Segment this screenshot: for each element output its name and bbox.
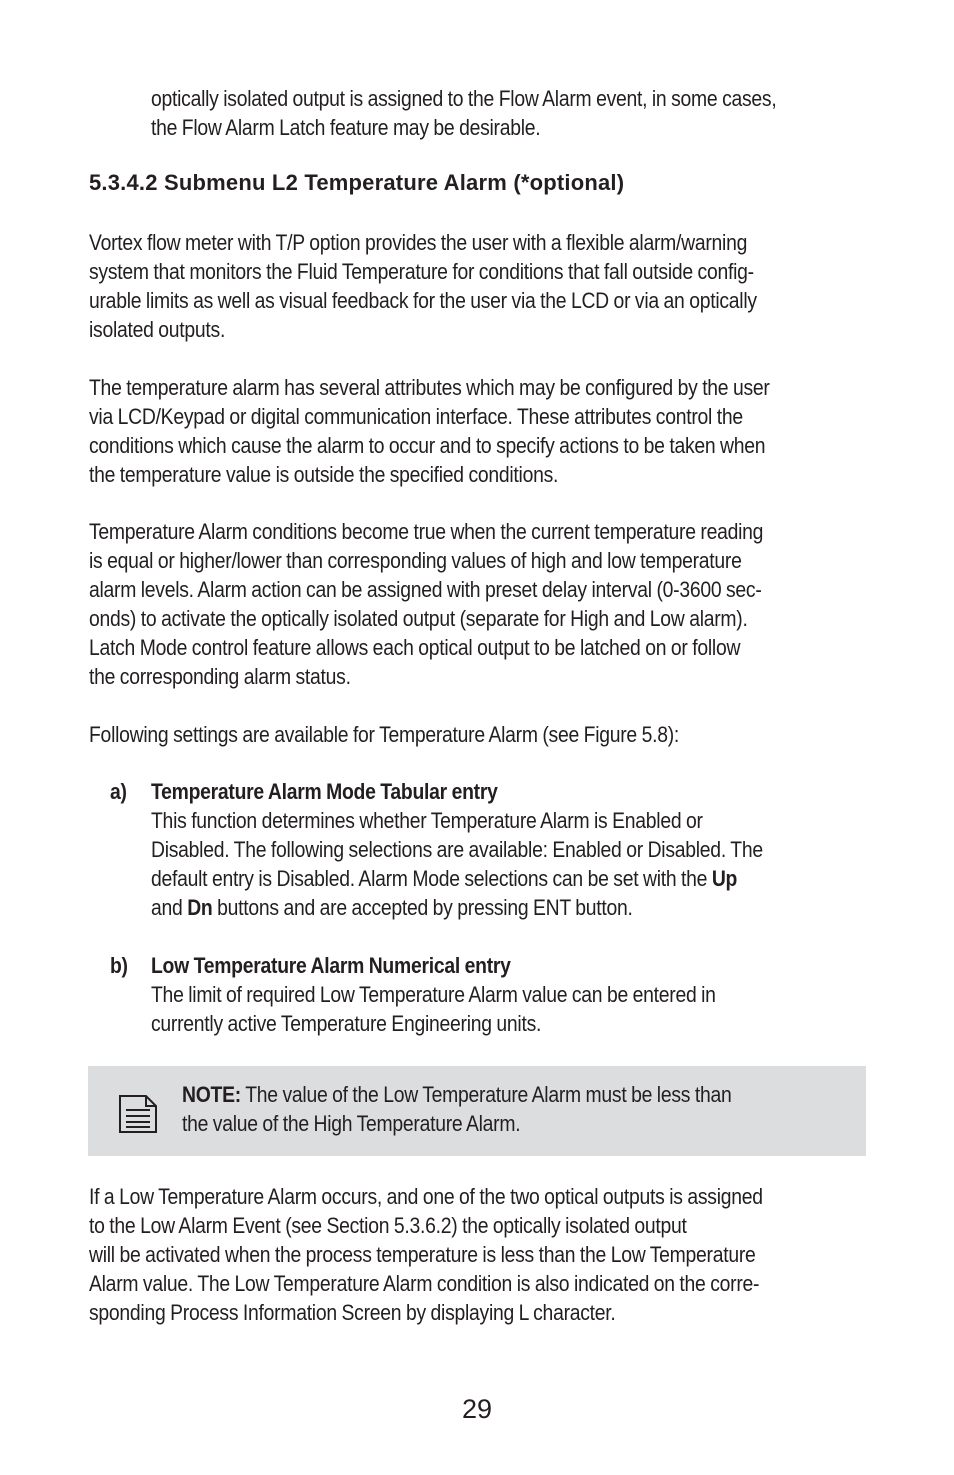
item-b-marker: b) (110, 953, 128, 978)
text-line: Temperature Alarm conditions become true when the current temperature reading (89, 519, 764, 544)
text-line: This function determines whether Temperature Alarm is Enabled or (151, 808, 703, 833)
text-line: The temperature alarm has several attributes which may be configured by the user (89, 375, 770, 400)
item-b-title: Low Temperature Alarm Numerical entry (151, 953, 511, 978)
text-line: will be activated when the process temperature is less than the Low Temperature (89, 1242, 756, 1267)
item-b (151, 951, 716, 1038)
item-a-title: Temperature Alarm Mode Tabular entry (151, 779, 498, 804)
paragraph-2 (89, 373, 770, 489)
text-line (151, 864, 763, 893)
text-line: to the Low Alarm Event (see Section 5.3.6.2) the optically isolated output (89, 1213, 687, 1238)
note-label: NOTE: (182, 1082, 241, 1107)
text-line: alarm levels. Alarm action can be assigned with preset delay interval (0-3600 sec- (89, 577, 762, 602)
note-icon (118, 1094, 158, 1134)
paragraph-4 (89, 720, 679, 749)
intro-paragraph (151, 84, 776, 142)
text-line: optically isolated output is assigned to the Flow Alarm event, in some cases, (151, 86, 777, 111)
text-line: the Flow Alarm Latch feature may be desirable. (151, 115, 541, 140)
text-line: is equal or higher/lower than corresponding values of high and low temperature (89, 548, 742, 573)
text-line (151, 893, 763, 922)
text-line: Latch Mode control feature allows each optical output to be latched on or follow (89, 635, 741, 660)
text-line: Disabled. The following selections are available: Enabled or Disabled. The (151, 837, 763, 862)
item-a (151, 777, 763, 922)
text-line: via LCD/Keypad or digital communication interface. These attributes control the (89, 404, 743, 429)
text-line: system that monitors the Fluid Temperature for conditions that fall outside config- (89, 259, 754, 284)
text-line: the temperature value is outside the specified conditions. (89, 462, 559, 487)
text-run: default entry is Disabled. Alarm Mode selections can be set with the (151, 866, 712, 891)
text-line: the corresponding alarm status. (89, 664, 351, 689)
item-a-marker: a) (110, 779, 127, 804)
paragraph-5 (89, 1182, 763, 1327)
text-line: isolated outputs. (89, 317, 226, 342)
text-line: currently active Temperature Engineering units. (151, 1011, 542, 1036)
text-line: conditions which cause the alarm to occur and to specify actions to be taken when (89, 433, 766, 458)
text-line: urable limits as well as visual feedback for the user via the LCD or via an optically (89, 288, 757, 313)
dn-button-label: Dn (187, 895, 213, 920)
paragraph-1 (89, 228, 757, 344)
paragraph-3 (89, 517, 763, 691)
text-line: If a Low Temperature Alarm occurs, and one of the two optical outputs is assigned (89, 1184, 763, 1209)
text-line: sponding Process Information Screen by displaying L character. (89, 1300, 616, 1325)
text-run: The value of the Low Temperature Alarm must be less than (240, 1082, 732, 1107)
text-line: onds) to activate the optically isolated output (separate for High and Low alarm). (89, 606, 748, 631)
text-line (182, 1080, 731, 1109)
note-text (182, 1080, 731, 1138)
section-heading: 5.3.4.2 Submenu L2 Temperature Alarm (*optional) (89, 170, 625, 195)
text-line: the value of the High Temperature Alarm. (182, 1111, 521, 1136)
up-button-label: Up (711, 866, 738, 891)
text-line: Alarm value. The Low Temperature Alarm condition is also indicated on the corre- (89, 1271, 760, 1296)
text-run: buttons and are accepted by pressing ENT button. (212, 895, 633, 920)
text-line: The limit of required Low Temperature Alarm value can be entered in (151, 982, 716, 1007)
text-line: Vortex flow meter with T/P option provides the user with a flexible alarm/warning (89, 230, 748, 255)
text-line: Following settings are available for Temperature Alarm (see Figure 5.8): (89, 722, 680, 747)
page-number: 29 (461, 1394, 493, 1424)
text-run: and (151, 895, 188, 920)
